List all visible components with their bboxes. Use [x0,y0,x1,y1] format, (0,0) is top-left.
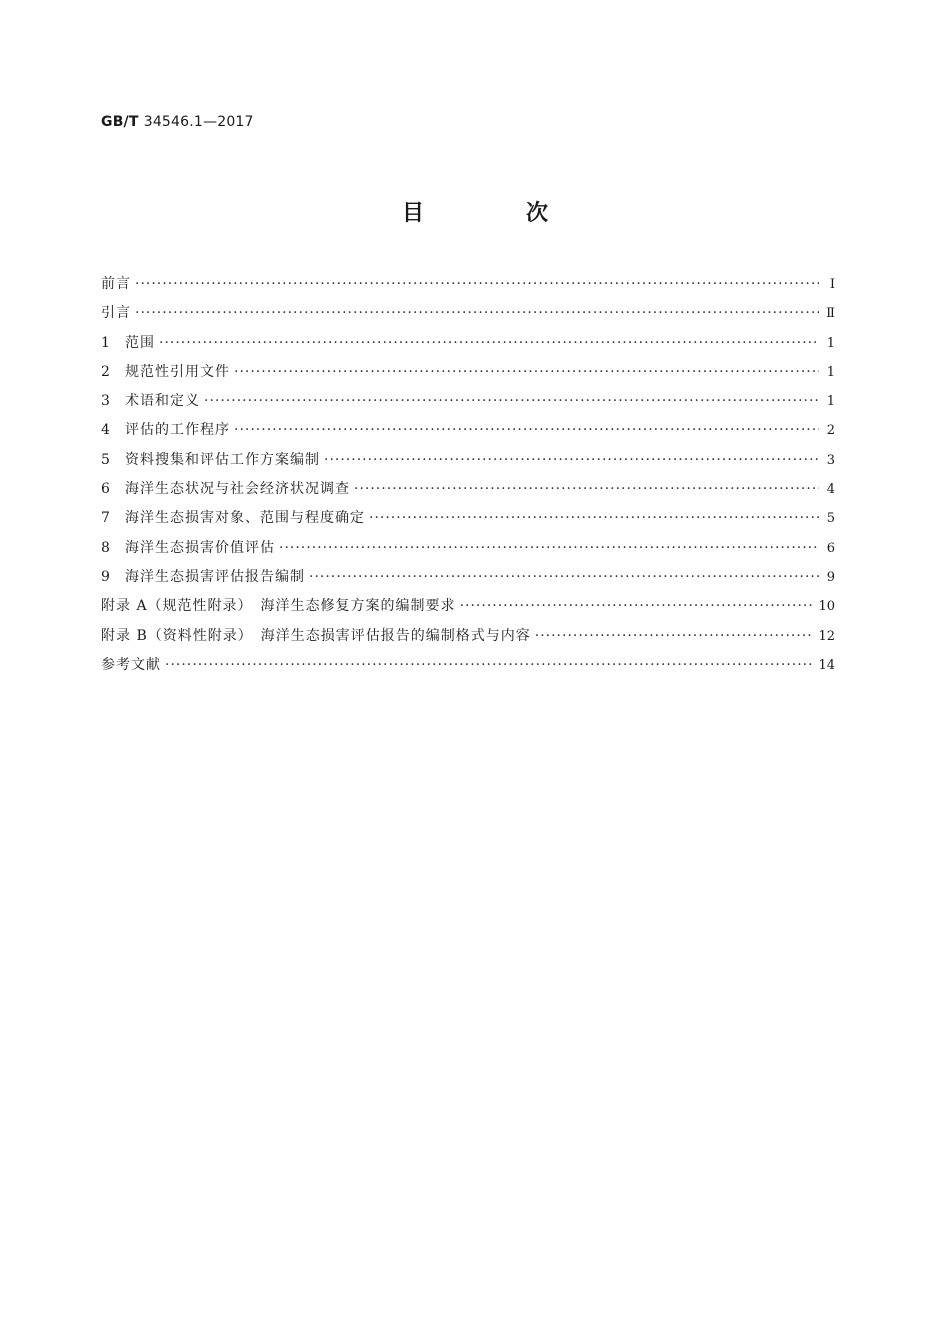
toc-entry-label: 资料搜集和评估工作方案编制 [125,451,320,468]
toc-entry-label: 海洋生态损害对象、范围与程度确定 [125,510,365,527]
toc-entry-page: 14 [818,657,835,673]
toc-entry-7[interactable] [101,508,835,537]
toc-leader-dots [369,508,819,528]
toc-entry-label: 附录 B（资料性附录） 海洋生态损害评估报告的编制格式与内容 [101,627,531,644]
toc-entry-label: 参考文献 [101,656,161,673]
toc-entry-label: 海洋生态损害评估报告编制 [125,568,305,585]
standard-code [101,114,254,130]
toc-entry-page: 4 [826,482,835,498]
toc-leader-dots [165,655,814,675]
toc-entry-number: 7 [101,510,110,527]
toc-entry-page: 1 [826,364,835,380]
toc-entry-page: Ⅱ [826,306,835,322]
toc-leader-dots [135,274,819,294]
standard-code-prefix: GB/T [101,114,139,130]
toc-entry-4[interactable] [101,420,835,449]
toc-entry-number: 9 [101,568,110,585]
toc-entry-page: 9 [826,569,835,585]
toc-entry-label: 前言 [101,276,131,292]
toc-leader-dots [135,303,819,323]
standard-code-number: 34546.1—2017 [143,114,254,130]
toc-entry-appendix-b[interactable] [101,626,835,655]
toc-entry-page: 12 [818,628,835,644]
toc-entry-label: 海洋生态损害价值评估 [125,539,275,556]
toc-entry-number: 8 [101,539,110,556]
toc-entry-page: 6 [826,540,835,556]
toc-entry-page: 10 [818,599,835,615]
toc-entry-2[interactable] [101,362,835,391]
toc-entry-label: 术语和定义 [125,393,200,410]
toc-entry-number: 3 [101,393,110,410]
toc-entry-8[interactable] [101,538,835,567]
toc-entry-3[interactable] [101,391,835,420]
toc-leader-dots [535,626,815,646]
toc-leader-dots [309,567,819,587]
toc-entry-introduction[interactable] [101,303,835,332]
toc-entry-label: 范围 [125,334,155,351]
toc-entry-page: 3 [826,452,835,468]
toc-leader-dots [204,391,819,411]
toc-entry-page: 5 [826,511,835,527]
toc-entry-bibliography[interactable] [101,655,835,684]
toc-entry-page: 2 [826,423,835,439]
toc-leader-dots [234,362,819,382]
toc-leader-dots [159,333,819,353]
toc-entry-label: 海洋生态状况与社会经济状况调查 [125,481,350,498]
toc-leader-dots [279,538,819,558]
toc-entry-page: Ⅰ [829,277,835,292]
toc-entry-6[interactable] [101,479,835,508]
toc-entry-foreword[interactable] [101,274,835,303]
toc-leader-dots [324,450,819,470]
toc-entry-number: 1 [101,334,110,351]
toc-leader-dots [460,596,815,616]
toc-entry-label: 规范性引用文件 [125,363,230,380]
toc-leader-dots [354,479,819,499]
toc-entry-number: 6 [101,481,110,498]
table-of-contents [101,274,835,684]
toc-title: 目 次 [401,201,588,226]
toc-entry-label: 附录 A（规范性附录） 海洋生态修复方案的编制要求 [101,598,456,615]
toc-entry-page: 1 [826,394,835,410]
toc-entry-1[interactable] [101,333,835,362]
toc-entry-appendix-a[interactable] [101,596,835,625]
toc-entry-label: 引言 [101,305,131,322]
toc-entry-number: 4 [101,422,110,439]
toc-entry-page: 1 [826,335,835,351]
toc-leader-dots [234,420,819,440]
toc-entry-number: 5 [101,451,110,468]
toc-entry-9[interactable] [101,567,835,596]
toc-entry-label: 评估的工作程序 [125,422,230,439]
toc-entry-5[interactable] [101,450,835,479]
toc-entry-number: 2 [101,363,110,380]
